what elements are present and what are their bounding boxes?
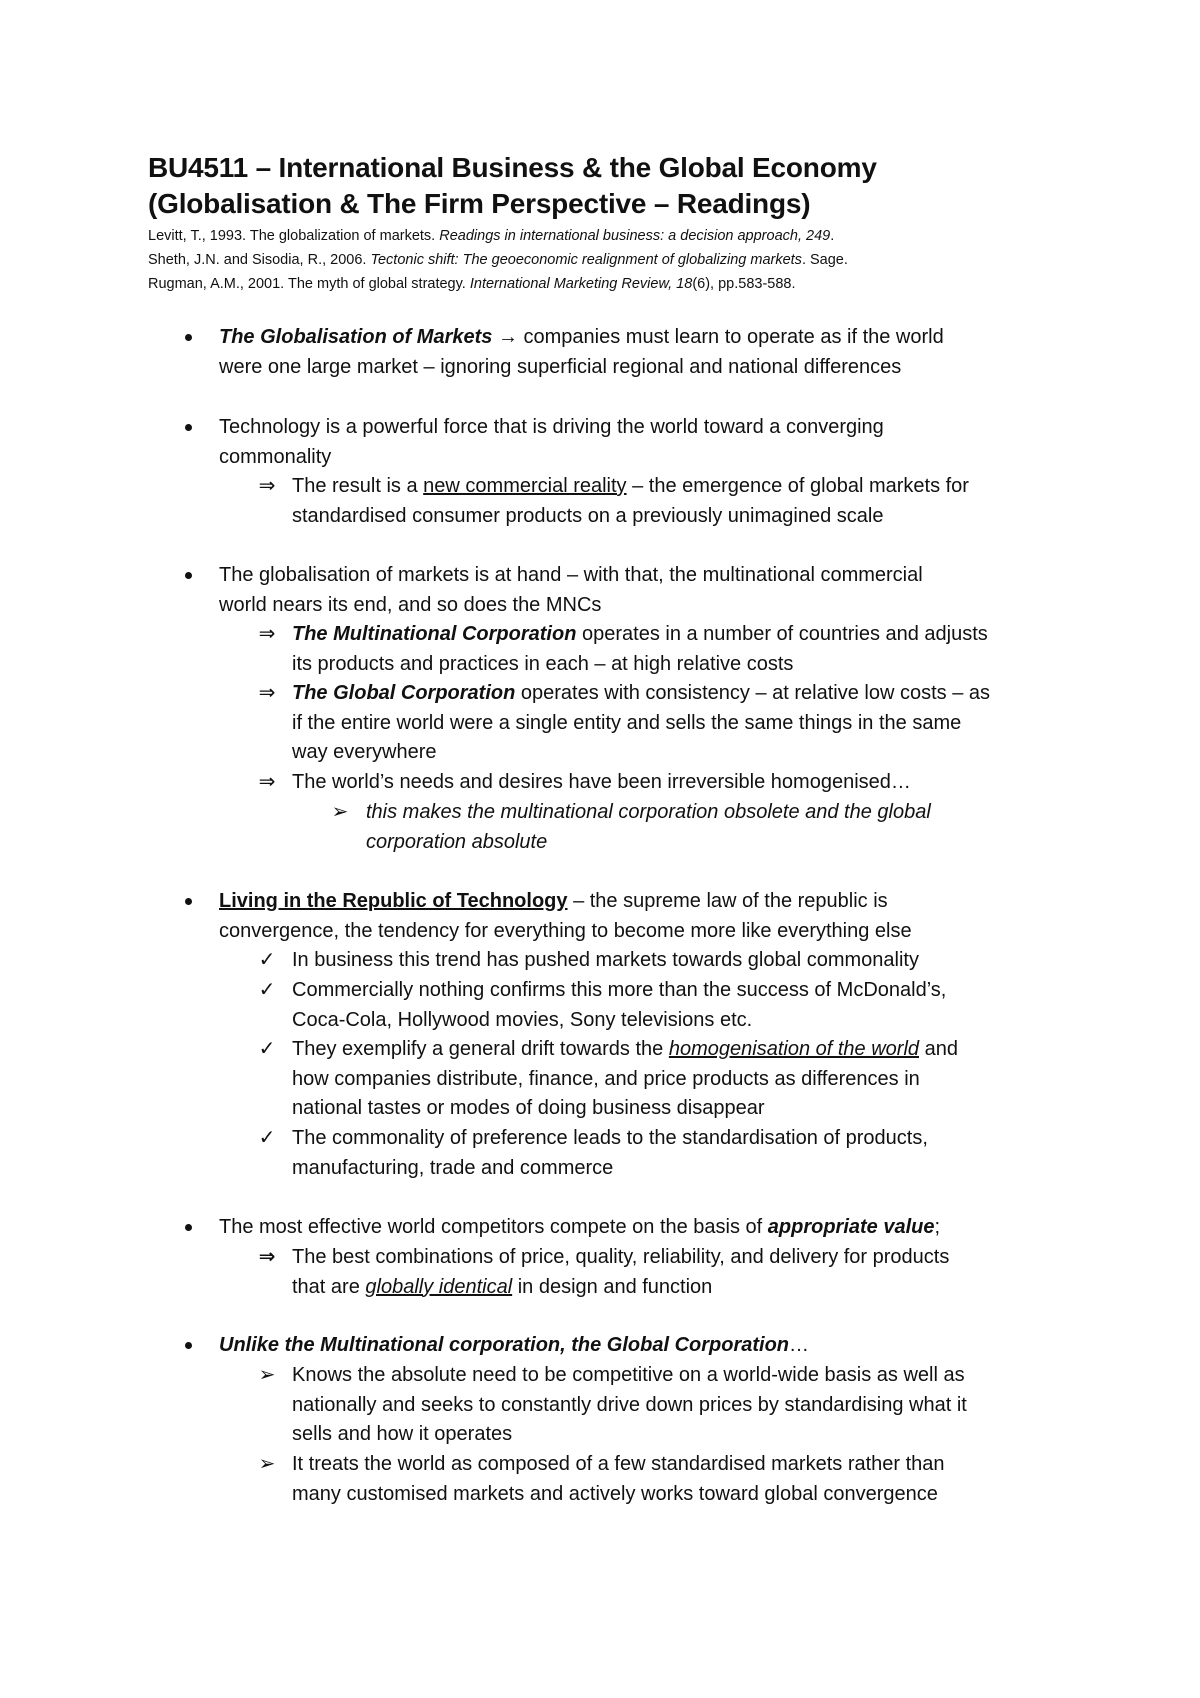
bullet-dot-icon: [185, 898, 192, 905]
check-text: manufacturing, trade and commerce: [292, 1156, 614, 1179]
bullet-republic-of-technology: [219, 887, 1079, 946]
check-icon: ✓: [258, 979, 276, 1001]
sub-text: if the entire world were a single entity and sells the same things in the same: [292, 711, 962, 734]
sub-text: that are: [292, 1275, 366, 1298]
underlined-term: homogenisation of the world: [668, 1038, 920, 1060]
sub-item-multinational-corporation: [292, 620, 1072, 679]
sub-heading: The Global Corporation: [292, 682, 516, 704]
bullet-globalisation-of-markets: [219, 323, 1079, 382]
sub-text: sells and how it operates: [292, 1423, 513, 1445]
bullet-globalisation-at-hand: [219, 561, 1079, 620]
sub-text: way everywhere: [292, 741, 437, 763]
implies-arrow-icon: ⇒: [258, 623, 276, 645]
ref-end: (6), pp.583-588.: [692, 276, 796, 292]
bullet-heading: Unlike the Multinational corporation, the Global Corporation: [219, 1334, 790, 1356]
reference-sheth: [148, 250, 1128, 270]
check-text: They exemplify a general drift towards the: [292, 1038, 669, 1060]
bullet-text: were one large market – ignoring superficial regional and national differences: [219, 355, 902, 378]
sub-text: operates in a number of countries and adjusts: [576, 623, 988, 645]
underlined-term: new commercial reality: [423, 475, 627, 497]
sub-text: The result is a: [292, 475, 424, 497]
arrowhead-bullet-icon: ➢: [258, 1364, 276, 1386]
bullet-unlike-multinational: [219, 1331, 1079, 1361]
document-title: [148, 150, 1108, 222]
check-text: national tastes or modes of doing business disappear: [292, 1097, 765, 1119]
bullet-dot-icon: [185, 572, 192, 579]
bullet-dot-icon: [185, 1224, 192, 1231]
reference-levitt: [148, 226, 1128, 246]
implies-arrow-icon: ⇒: [258, 475, 276, 497]
check-text: The commonality of preference leads to the standardisation of products,: [292, 1127, 928, 1149]
bullet-text: – the supreme law of the republic is: [567, 890, 888, 912]
check-text: Commercially nothing confirms this more than the success of McDonald’s,: [292, 979, 947, 1001]
check-icon: ✓: [258, 949, 276, 971]
sub-text: its products and practices in each – at high relative costs: [292, 652, 794, 675]
sub-text: operates with consistency – at relative low costs – as: [515, 682, 991, 704]
check-item-global-commonality: [292, 946, 1072, 976]
ref-text: Sheth, J.N. and Sisodia, R., 2006.: [148, 252, 371, 268]
bullet-dot-icon: [185, 334, 192, 341]
check-icon: ✓: [258, 1038, 276, 1060]
title-line-1: BU4511 – International Business & the Global Economy: [148, 152, 877, 183]
sub-item-global-corporation: [292, 679, 1072, 768]
check-item-success-examples: [292, 976, 1072, 1035]
bullet-appropriate-value: [219, 1213, 1079, 1243]
bullet-text: ;: [934, 1216, 941, 1238]
check-text: and: [919, 1038, 958, 1060]
implies-arrow-icon: ⇒: [258, 771, 276, 793]
bullet-dot-icon: [185, 424, 192, 431]
sub-text: The world’s needs and desires have been irreversible homogenised…: [292, 771, 911, 793]
sub-text: standardised consumer products on a previously unimagined scale: [292, 504, 884, 527]
ref-text: Levitt, T., 1993. The globalization of markets.: [148, 228, 440, 244]
sub-heading: The Multinational Corporation: [292, 623, 577, 645]
sub-item-standardised-markets: [292, 1450, 1072, 1509]
title-line-2: (Globalisation & The Firm Perspective – Readings): [148, 188, 811, 219]
sub-item-new-commercial-reality: [292, 472, 1072, 531]
sub-text: Knows the absolute need to be competitive on a world-wide basis as well as: [292, 1364, 965, 1386]
bullet-text: The globalisation of markets is at hand – with that, the multinational commercial: [219, 564, 923, 586]
check-item-homogenisation: [292, 1035, 1072, 1124]
ref-source: Readings in international business: a decision approach, 249: [439, 228, 831, 244]
ref-text: Rugman, A.M., 2001. The myth of global strategy.: [148, 276, 470, 292]
reference-rugman: [148, 274, 1128, 294]
sub-sub-item-obsolete: [366, 798, 1066, 857]
bullet-dot-icon: [185, 1342, 192, 1349]
bullet-text: The most effective world competitors compete on the basis of: [219, 1216, 768, 1238]
bullet-text: convergence, the tendency for everything to become more like everything else: [219, 919, 912, 942]
bullet-text: …: [789, 1334, 810, 1356]
sub-text: It treats the world as composed of a few standardised markets rather than: [292, 1453, 945, 1475]
ref-end: . Sage.: [801, 252, 848, 268]
sub-text: nationally and seeks to constantly drive down prices by standardising what it: [292, 1393, 967, 1416]
ref-source: Tectonic shift: The geoeconomic realignment of globalizing markets: [370, 252, 802, 268]
check-text: Coca-Cola, Hollywood movies, Sony televisions etc.: [292, 1008, 753, 1031]
bullet-text: commonality: [219, 445, 332, 468]
bullet-text: companies must learn to operate as if the world: [517, 326, 944, 348]
check-item-commonality-of-preference: [292, 1124, 1072, 1183]
ref-source: International Marketing Review, 18: [469, 276, 693, 292]
sub-text: this makes the multinational corporation obsolete and the global: [366, 801, 931, 823]
sub-text: The best combinations of price, quality, reliability, and delivery for products: [292, 1246, 950, 1268]
sub-text: many customised markets and actively works toward global convergence: [292, 1482, 938, 1505]
sub-text: corporation absolute: [366, 830, 548, 853]
bullet-heading: The Globalisation of Markets: [219, 326, 493, 348]
check-text: how companies distribute, finance, and price products as differences in: [292, 1067, 920, 1090]
sub-text: – the emergence of global markets for: [626, 475, 969, 497]
check-text: In business this trend has pushed markets towards global commonality: [292, 949, 919, 971]
sub-item-needs-homogenised: [292, 768, 1072, 798]
implies-arrow-icon: ⇒: [258, 682, 276, 704]
bullet-text: world nears its end, and so does the MNCs: [219, 593, 602, 616]
sub-item-best-combinations: [292, 1243, 1072, 1302]
emphasis-term: appropriate value: [767, 1216, 935, 1238]
bullet-heading: Living in the Republic of Technology: [219, 890, 568, 912]
sub-text: in design and function: [512, 1275, 713, 1298]
bullet-text: Technology is a powerful force that is driving the world toward a converging: [219, 416, 884, 438]
arrowhead-bullet-icon: ➢: [331, 801, 349, 823]
implies-arrow-icon: ⇒: [258, 1246, 276, 1268]
check-icon: ✓: [258, 1127, 276, 1149]
ref-end: .: [830, 228, 835, 244]
sub-item-competitive-worldwide: [292, 1361, 1072, 1450]
arrowhead-bullet-icon: ➢: [258, 1453, 276, 1475]
bullet-technology: [219, 413, 1079, 472]
underlined-term: globally identical: [365, 1275, 513, 1298]
right-arrow-icon: →: [497, 326, 518, 348]
